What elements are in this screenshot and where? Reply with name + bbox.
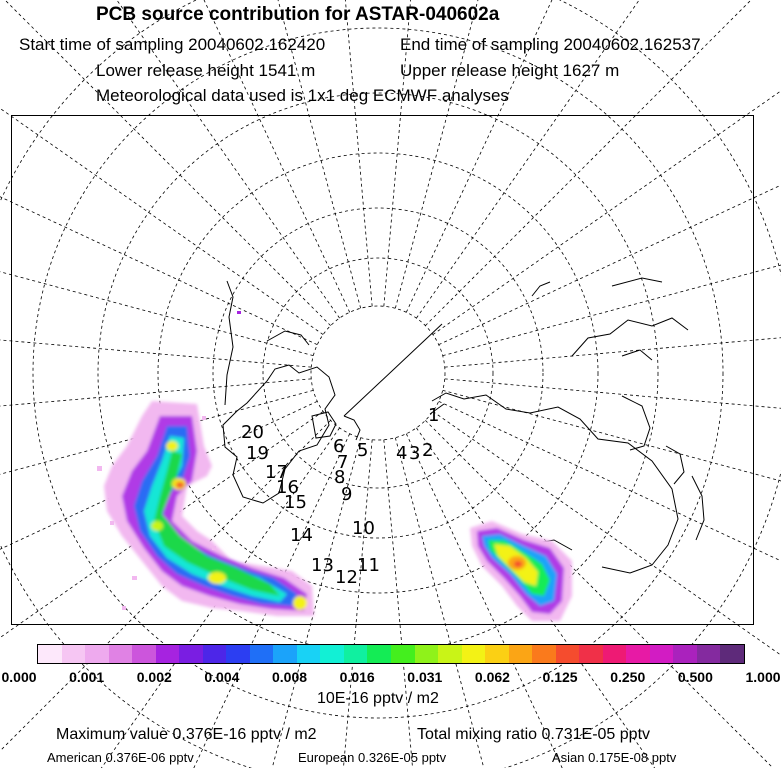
polar-map bbox=[11, 115, 754, 625]
color-scale-swatch bbox=[38, 645, 62, 663]
color-scale-swatch bbox=[462, 645, 486, 663]
color-scale-swatch bbox=[132, 645, 156, 663]
track-label: 3 bbox=[409, 443, 421, 464]
track-label: 17 bbox=[265, 462, 288, 483]
track-label: 8 bbox=[334, 467, 346, 488]
lower-height-label: Lower release height 1541 m bbox=[96, 61, 316, 80]
met-data-label: Meteorological data used is 1x1 deg ECMWF analyses bbox=[96, 86, 509, 105]
plot-title: PCB source contribution for ASTAR-040602a bbox=[96, 4, 500, 25]
color-scale-swatch bbox=[226, 645, 250, 663]
color-scale-tick: 0.031 bbox=[407, 669, 443, 685]
track-label: 1 bbox=[428, 405, 440, 426]
color-scale-tick: 0.062 bbox=[474, 669, 510, 685]
pole-meridian-marker bbox=[344, 324, 444, 416]
color-scale-tick: 0.500 bbox=[677, 669, 713, 685]
color-scale-tick: 0.008 bbox=[272, 669, 308, 685]
track-label: 19 bbox=[246, 443, 269, 464]
map-canvas bbox=[12, 116, 753, 624]
color-scale-tick: 0.000 bbox=[1, 669, 37, 685]
color-scale-swatch bbox=[697, 645, 721, 663]
color-scale-tick: 0.125 bbox=[542, 669, 578, 685]
color-scale-unit: 10E-16 pptv / m2 bbox=[317, 690, 439, 707]
track-label: 5 bbox=[357, 440, 369, 461]
color-scale-swatch bbox=[579, 645, 603, 663]
total-mixing-label: Total mixing ratio 0.731E-05 pptv bbox=[417, 726, 651, 743]
color-scale-swatch bbox=[179, 645, 203, 663]
color-scale-swatch bbox=[367, 645, 391, 663]
european-contribution: European 0.326E-05 pptv bbox=[298, 750, 447, 765]
track-label: 2 bbox=[422, 440, 434, 461]
track-label: 14 bbox=[290, 525, 313, 546]
color-scale-swatch bbox=[720, 645, 744, 663]
color-scale-tick: 0.016 bbox=[339, 669, 375, 685]
color-scale-swatch bbox=[485, 645, 509, 663]
color-scale-tick: 0.001 bbox=[69, 669, 105, 685]
color-scale-swatch bbox=[509, 645, 533, 663]
color-scale-swatch bbox=[203, 645, 227, 663]
track-label: 13 bbox=[311, 555, 334, 576]
color-scale-swatch bbox=[673, 645, 697, 663]
color-scale-tick: 1.000 bbox=[745, 669, 781, 685]
upper-height-label: Upper release height 1627 m bbox=[400, 61, 620, 80]
track-label: 7 bbox=[337, 452, 349, 473]
color-scale-bar bbox=[37, 644, 745, 664]
color-scale-swatch bbox=[556, 645, 580, 663]
color-scale-swatch bbox=[156, 645, 180, 663]
color-scale-swatch bbox=[85, 645, 109, 663]
color-scale-swatch bbox=[650, 645, 674, 663]
color-scale-swatch bbox=[344, 645, 368, 663]
concentration-plume-america bbox=[104, 401, 314, 616]
track-label: 4 bbox=[396, 443, 408, 464]
track-label: 11 bbox=[357, 555, 380, 576]
color-scale-tick: 0.002 bbox=[136, 669, 172, 685]
color-scale-swatch bbox=[603, 645, 627, 663]
track-label: 9 bbox=[341, 484, 353, 505]
max-value-label: Maximum value 0.376E-16 pptv / m2 bbox=[56, 726, 317, 743]
color-scale-swatch bbox=[320, 645, 344, 663]
asian-contribution: Asian 0.175E-08 pptv bbox=[552, 750, 677, 765]
color-scale-tick: 0.004 bbox=[204, 669, 240, 685]
color-scale-swatch bbox=[109, 645, 133, 663]
track-label: 10 bbox=[352, 518, 375, 539]
track-label: 16 bbox=[276, 477, 299, 498]
american-contribution: American 0.376E-06 pptv bbox=[47, 750, 194, 765]
color-scale-swatch bbox=[415, 645, 439, 663]
color-scale-swatch bbox=[62, 645, 86, 663]
color-scale-swatch bbox=[273, 645, 297, 663]
color-scale-tick: 0.250 bbox=[610, 669, 646, 685]
color-scale-swatch bbox=[391, 645, 415, 663]
track-label: 15 bbox=[284, 492, 307, 513]
track-label: 20 bbox=[241, 422, 264, 443]
start-time-label: Start time of sampling 20040602.162420 bbox=[19, 35, 326, 54]
color-scale-swatch bbox=[626, 645, 650, 663]
track-label: 6 bbox=[333, 436, 345, 457]
color-scale-swatch bbox=[250, 645, 274, 663]
concentration-plume-europe bbox=[470, 521, 572, 621]
color-scale-swatch bbox=[297, 645, 321, 663]
color-scale-swatch bbox=[532, 645, 556, 663]
end-time-label: End time of sampling 20040602.162537 bbox=[400, 35, 701, 54]
color-scale-swatch bbox=[438, 645, 462, 663]
track-label: 12 bbox=[335, 567, 358, 588]
